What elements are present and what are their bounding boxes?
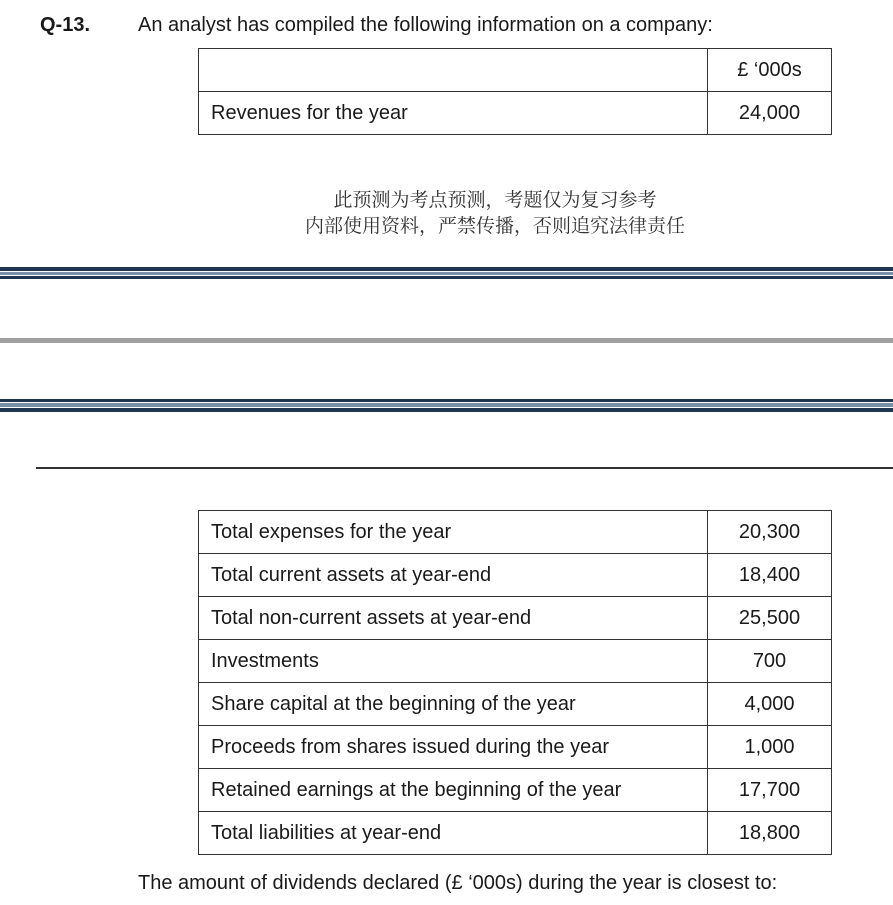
revenue-table (198, 48, 832, 135)
table-row (199, 597, 832, 640)
row-label: Total expenses for the year (199, 511, 708, 554)
question-closing: The amount of dividends declared (£ ‘000s) during the year is closest to: (138, 872, 778, 894)
table-row (199, 812, 832, 855)
row-label: Total liabilities at year-end (199, 812, 708, 855)
table-row (199, 640, 832, 683)
divider-band-dark (0, 267, 893, 271)
row-label: Total current assets at year-end (199, 554, 708, 597)
header-rule (36, 467, 893, 469)
row-value: 18,800 (708, 812, 832, 855)
question-prompt: An analyst has compiled the following information on a company: (138, 14, 713, 36)
header-label-cell (199, 49, 708, 92)
divider-band-dark (0, 399, 893, 402)
table-row (199, 92, 832, 135)
divider-band-mid (0, 272, 893, 275)
row-label: Share capital at the beginning of the year (199, 683, 708, 726)
table-row (199, 554, 832, 597)
watermark-line-2: 内部使用资料，严禁传播，否则追究法律责任 (304, 215, 685, 237)
divider-band-gray (0, 338, 893, 343)
row-value: 20,300 (708, 511, 832, 554)
table-header-row (199, 49, 832, 92)
row-label: Proceeds from shares issued during the year (199, 726, 708, 769)
table-row (199, 769, 832, 812)
table-row (199, 683, 832, 726)
divider-band-dark (0, 276, 893, 279)
table-row (199, 511, 832, 554)
row-value: 4,000 (708, 683, 832, 726)
table-row (199, 726, 832, 769)
row-label: Revenues for the year (199, 92, 708, 135)
row-value: 24,000 (708, 92, 832, 135)
row-label: Retained earnings at the beginning of the year (199, 769, 708, 812)
watermark-line-1: 此预测为考点预测，考题仅为复习参考 (333, 189, 657, 211)
divider-band-dark (0, 408, 893, 412)
question-number: Q-13. (40, 14, 91, 36)
financial-data-table (198, 510, 832, 855)
row-value: 700 (708, 640, 832, 683)
divider-band-mid (0, 403, 893, 407)
row-value: 17,700 (708, 769, 832, 812)
row-value: 25,500 (708, 597, 832, 640)
row-value: 1,000 (708, 726, 832, 769)
header-unit-cell: £ ‘000s (708, 49, 832, 92)
row-label: Total non-current assets at year-end (199, 597, 708, 640)
row-value: 18,400 (708, 554, 832, 597)
row-label: Investments (199, 640, 708, 683)
